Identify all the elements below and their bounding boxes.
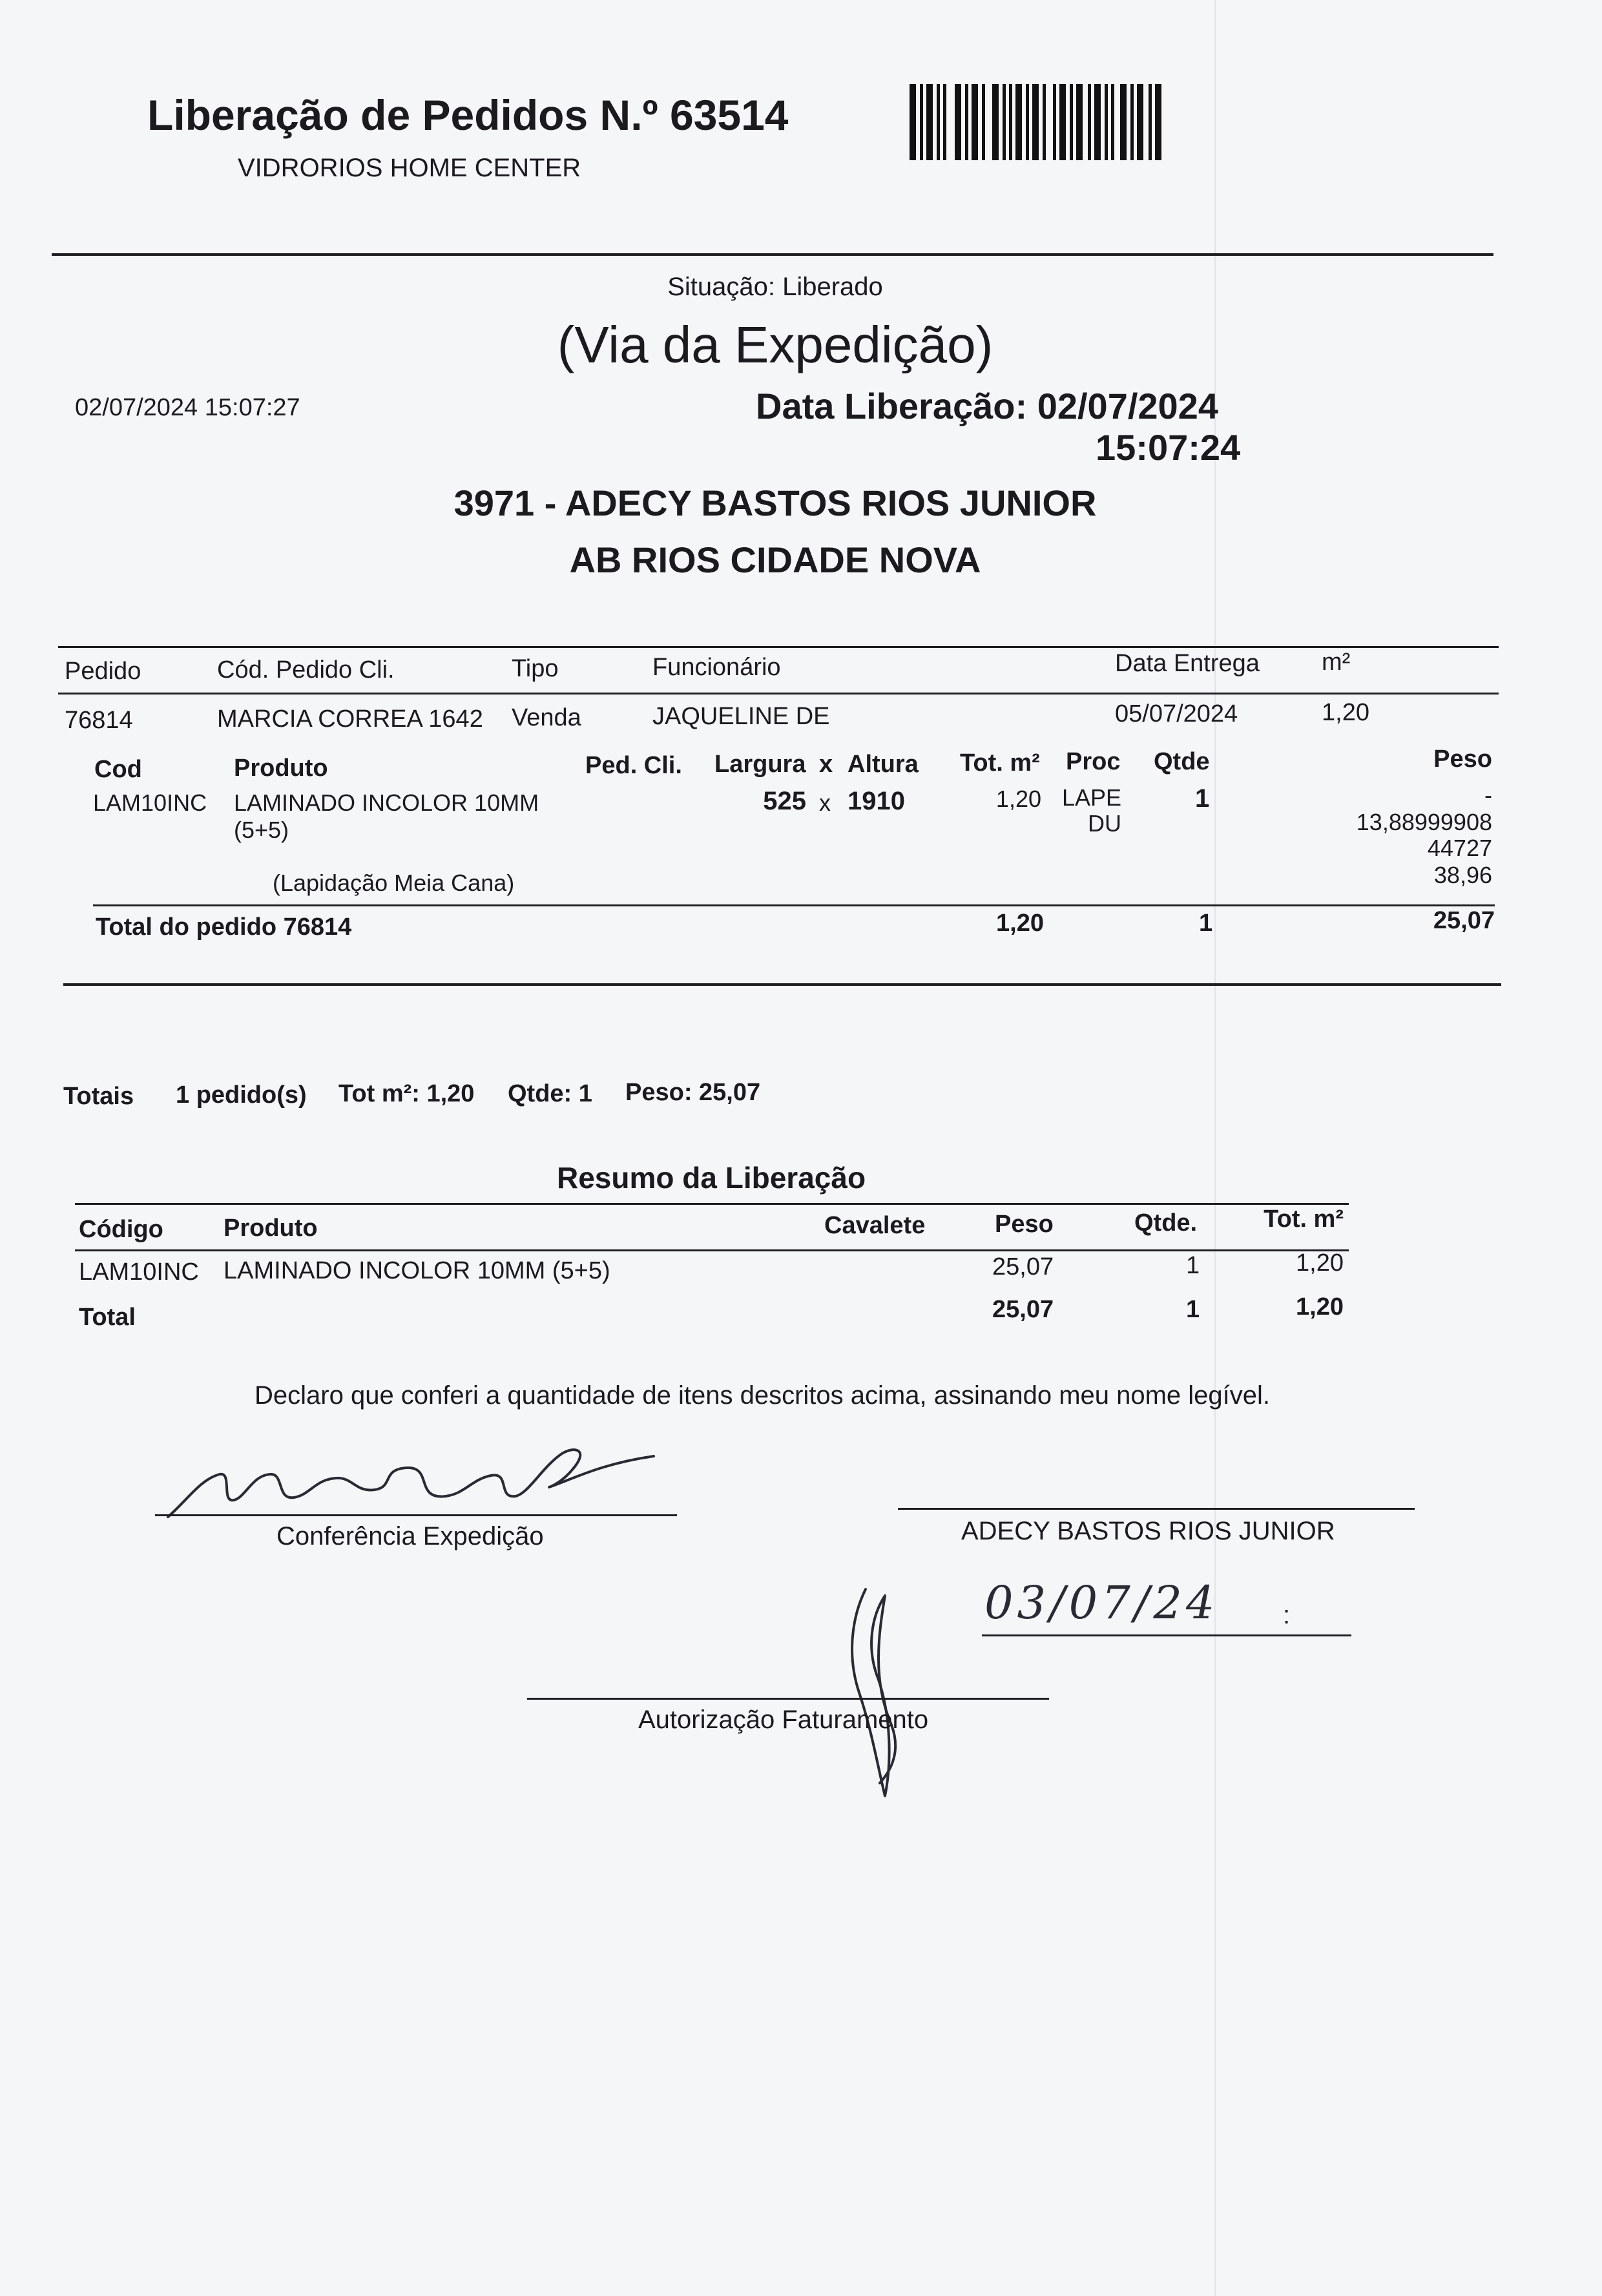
item-dimension-x: x xyxy=(819,789,831,816)
item-area-m2: 1,20 xyxy=(995,786,1041,812)
item-process-code: LAPE xyxy=(1062,784,1122,811)
summary-code: LAM10INC xyxy=(79,1258,199,1286)
handwritten-date-suffix: : xyxy=(1283,1601,1291,1629)
summary-total-qtde: 1 xyxy=(1186,1296,1200,1323)
item-process-note: (Lapidação Meia Cana) xyxy=(273,870,515,896)
summary-total-tot-m2: 1,20 xyxy=(1296,1293,1344,1320)
col-header-x: x xyxy=(819,751,833,778)
summary-col-header-cavalete: Cavalete xyxy=(824,1212,926,1239)
item-total-divider xyxy=(93,904,1495,906)
item-code: LAM10INC xyxy=(93,789,207,816)
employee-name: JAQUELINE DE xyxy=(652,703,830,730)
col-header-qtde: Qtde xyxy=(1154,748,1210,775)
summary-col-header-tot-m2: Tot. m² xyxy=(1264,1205,1344,1233)
client-line: 3971 - ADECY BASTOS RIOS JUNIOR xyxy=(453,483,1097,523)
signature-label-conferencia: Conferência Expedição xyxy=(276,1522,544,1550)
summary-title: Resumo da Liberação xyxy=(557,1161,866,1195)
item-product-spec: (5+5) xyxy=(234,817,289,843)
release-date: Data Liberação: 02/07/2024 xyxy=(756,386,1218,426)
order-area-m2: 1,20 xyxy=(1322,699,1369,726)
col-header-peso: Peso xyxy=(1433,746,1492,773)
paper-fold-line xyxy=(1214,0,1216,2296)
col-header-proc: Proc xyxy=(1066,748,1121,775)
handwritten-signature-autorizacao xyxy=(840,1576,917,1802)
col-header-data-entrega: Data Entrega xyxy=(1115,650,1260,677)
totals-weight: Peso: 25,07 xyxy=(625,1079,761,1106)
client-branch: AB RIOS CIDADE NOVA xyxy=(569,539,981,580)
col-header-pedido: Pedido xyxy=(65,658,141,685)
col-header-altura: Altura xyxy=(848,751,919,778)
col-header-tipo: Tipo xyxy=(512,655,559,682)
company-name: VIDRORIOS HOME CENTER xyxy=(238,154,581,182)
summary-total-weight: 25,07 xyxy=(992,1296,1054,1323)
barcode xyxy=(910,84,1163,160)
signature-line-conferencia xyxy=(155,1514,677,1516)
handwritten-date: 03/07/24 xyxy=(984,1576,1219,1629)
order-total-label: Total do pedido 76814 xyxy=(96,913,352,941)
totals-label: Totais xyxy=(63,1083,134,1110)
order-total-qtde: 1 xyxy=(1199,910,1213,937)
item-process-code-cont: DU xyxy=(1088,810,1121,837)
col-header-tot-m2: Tot. m² xyxy=(960,749,1040,777)
summary-col-header-produto: Produto xyxy=(224,1215,318,1242)
signature-line-autorizacao xyxy=(527,1698,1049,1700)
summary-product: LAMINADO INCOLOR 10MM (5+5) xyxy=(224,1257,610,1284)
totals-orders: 1 pedido(s) xyxy=(176,1081,307,1109)
totals-qtde: Qtde: 1 xyxy=(508,1080,592,1107)
delivery-date: 05/07/2024 xyxy=(1115,700,1238,727)
col-header-cod: Cod xyxy=(94,756,142,783)
item-weight-line: 38,96 xyxy=(1433,862,1492,888)
summary-tot-m2: 1,20 xyxy=(1296,1249,1344,1277)
declaration-text: Declaro que conferi a quantidade de itens descritos acima, assinando meu nome legível. xyxy=(255,1381,1271,1410)
signature-line-client xyxy=(898,1508,1415,1510)
item-weight-line: 44727 xyxy=(1427,835,1492,861)
client-order-code: MARCIA CORREA 1642 xyxy=(217,705,483,733)
col-header-largura: Largura xyxy=(714,751,806,778)
order-table-top-border xyxy=(58,646,1499,648)
item-weight-dash: - xyxy=(1484,782,1492,808)
item-product: LAMINADO INCOLOR 10MM xyxy=(234,789,539,816)
summary-table-header-border xyxy=(75,1249,1349,1251)
summary-col-header-peso: Peso xyxy=(995,1211,1054,1238)
order-table-header-border xyxy=(58,693,1499,694)
order-total-m2: 1,20 xyxy=(996,910,1044,937)
summary-weight: 25,07 xyxy=(992,1253,1054,1280)
item-width: 525 xyxy=(763,787,806,815)
header-divider xyxy=(52,253,1493,256)
col-header-cod-pedido-cli: Cód. Pedido Cli. xyxy=(217,656,395,684)
document-title: Liberação de Pedidos N.º 63514 xyxy=(147,91,789,139)
summary-col-header-qtde: Qtde. xyxy=(1134,1209,1198,1237)
items-table-bottom-border xyxy=(63,983,1501,986)
col-header-produto: Produto xyxy=(234,755,328,782)
date-underline xyxy=(982,1634,1351,1636)
signature-label-client: ADECY BASTOS RIOS JUNIOR xyxy=(961,1517,1335,1545)
handwritten-signature-conferencia xyxy=(161,1441,665,1525)
print-datetime: 02/07/2024 15:07:27 xyxy=(75,394,300,421)
signature-label-autorizacao: Autorização Faturamento xyxy=(638,1706,929,1734)
item-height: 1910 xyxy=(848,787,905,815)
order-number: 76814 xyxy=(65,707,133,734)
item-weight-line: 13,88999908 xyxy=(1356,809,1492,835)
col-header-ped-cli: Ped. Cli. xyxy=(585,752,682,779)
col-header-m2: m² xyxy=(1322,649,1351,676)
item-quantity: 1 xyxy=(1195,784,1210,813)
summary-table-top-border xyxy=(75,1203,1349,1205)
copy-label: (Via da Expedição) xyxy=(557,316,993,373)
summary-total-label: Total xyxy=(79,1304,136,1331)
order-type: Venda xyxy=(512,704,581,731)
summary-qtde: 1 xyxy=(1186,1252,1200,1279)
status-label: Situação: Liberado xyxy=(667,273,883,301)
order-total-weight: 25,07 xyxy=(1433,907,1495,934)
totals-m2: Tot m²: 1,20 xyxy=(338,1080,475,1107)
summary-col-header-codigo: Código xyxy=(79,1216,163,1243)
release-time: 15:07:24 xyxy=(1096,427,1241,468)
col-header-funcionario: Funcionário xyxy=(652,654,781,681)
